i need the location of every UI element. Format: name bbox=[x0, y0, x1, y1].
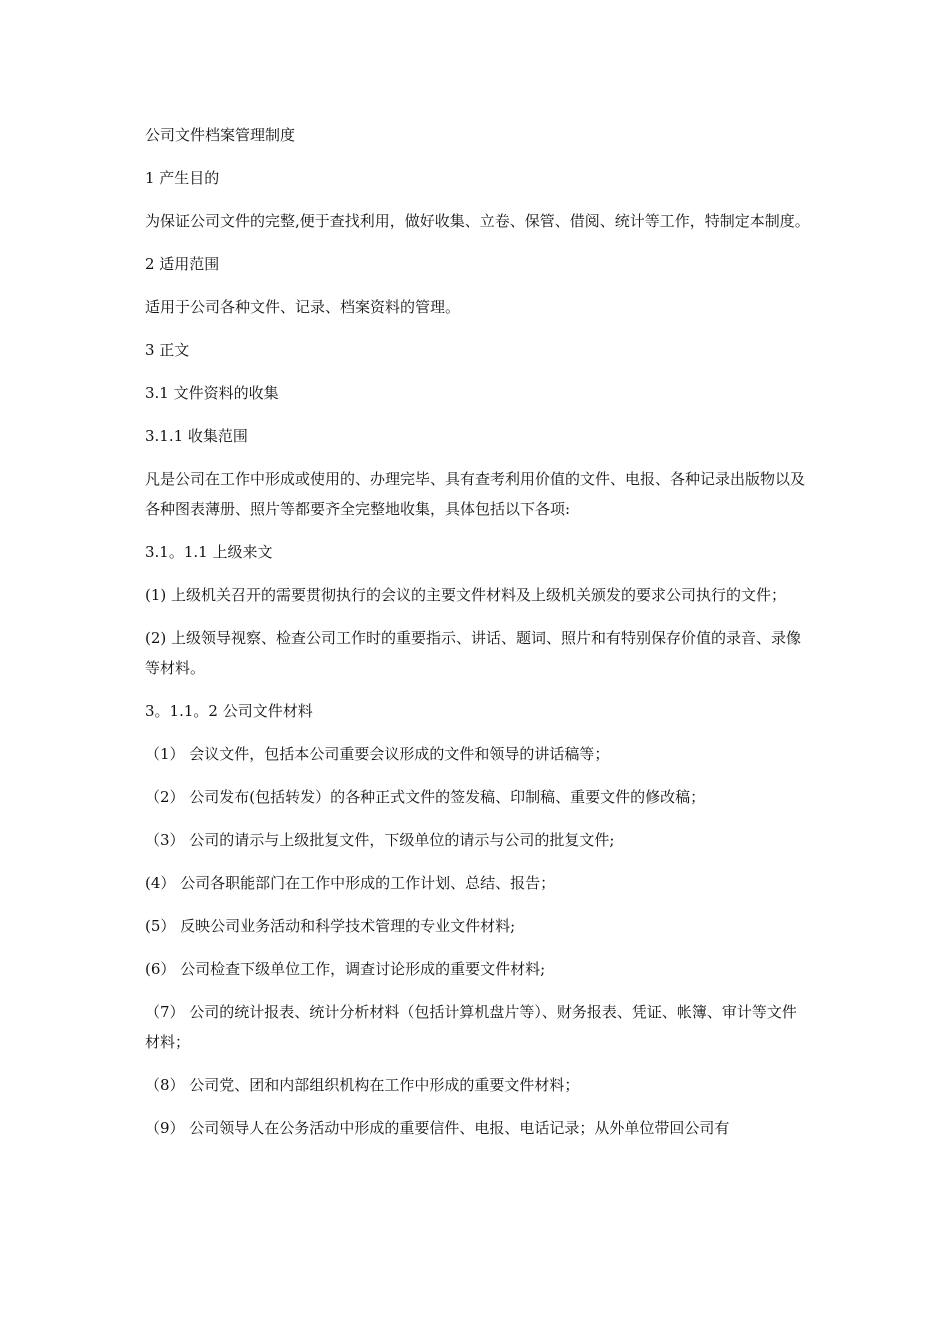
list-item: (5） 反映公司业务活动和科学技术管理的专业文件材料; bbox=[145, 917, 516, 935]
section-2-text: 适用于公司各种文件、记录、档案资料的管理。 bbox=[145, 298, 461, 316]
list-item: （2） 公司发布(包括转发）的各种正式文件的签发稿、印制稿、重要文件的修改稿； bbox=[145, 788, 706, 806]
list-item: (4） 公司各职能部门在工作中形成的工作计划、总结、报告； bbox=[145, 874, 556, 892]
section-3-1-heading: 3.1 文件资料的收集 bbox=[145, 384, 279, 402]
section-3-1-1-1-heading: 3.1。1.1 上级来文 bbox=[145, 543, 273, 561]
list-item: （1） 会议文件，包括本公司重要会议形成的文件和领导的讲话稿等； bbox=[145, 745, 610, 763]
section-2-heading: 2 适用范围 bbox=[145, 255, 220, 273]
section-3-heading: 3 正文 bbox=[145, 341, 190, 359]
list-item: （3） 公司的请示与上级批复文件，下级单位的请示与公司的批复文件; bbox=[145, 831, 615, 849]
section-3-1-1-1-item-1: (1) 上级机关召开的需要贯彻执行的会议的主要文件材料及上级机关颁发的要求公司执行的文件； bbox=[145, 586, 787, 604]
document-body bbox=[145, 120, 810, 1156]
section-3-1-1-text: 凡是公司在工作中形成或使用的、办理完毕、具有查考利用价值的文件、电报、各种记录出版物以及各种图表薄册、照片等都要齐全完整地收集，具体包括以下各项: bbox=[145, 470, 806, 518]
section-3-1-1-1-item-2: (2) 上级领导视察、检查公司工作时的重要指示、讲话、题词、照片和有特别保存价值的录音、录像等材料。 bbox=[145, 629, 802, 677]
section-1-heading: 1 产生目的 bbox=[145, 169, 220, 187]
list-item: （7） 公司的统计报表、统计分析材料（包括计算机盘片等）、财务报表、凭证、帐簿、审计等文件材料； bbox=[145, 1003, 797, 1051]
list-item: (6） 公司检查下级单位工作，调查讨论形成的重要文件材料; bbox=[145, 960, 546, 978]
section-3-1-1-2-heading: 3。1.1。2 公司文件材料 bbox=[145, 702, 313, 720]
document-title: 公司文件档案管理制度 bbox=[145, 126, 296, 144]
list-item: （9） 公司领导人在公务活动中形成的重要信件、电报、电话记录；从外单位带回公司有 bbox=[145, 1119, 730, 1137]
section-3-1-1-heading: 3.1.1 收集范围 bbox=[145, 427, 248, 445]
list-item: （8） 公司党、团和内部组织机构在工作中形成的重要文件材料； bbox=[145, 1076, 580, 1094]
section-1-text: 为保证公司文件的完整,便于查找利用，做好收集、立卷、保管、借阅、统计等工作，特制定本制度。 bbox=[145, 212, 810, 230]
